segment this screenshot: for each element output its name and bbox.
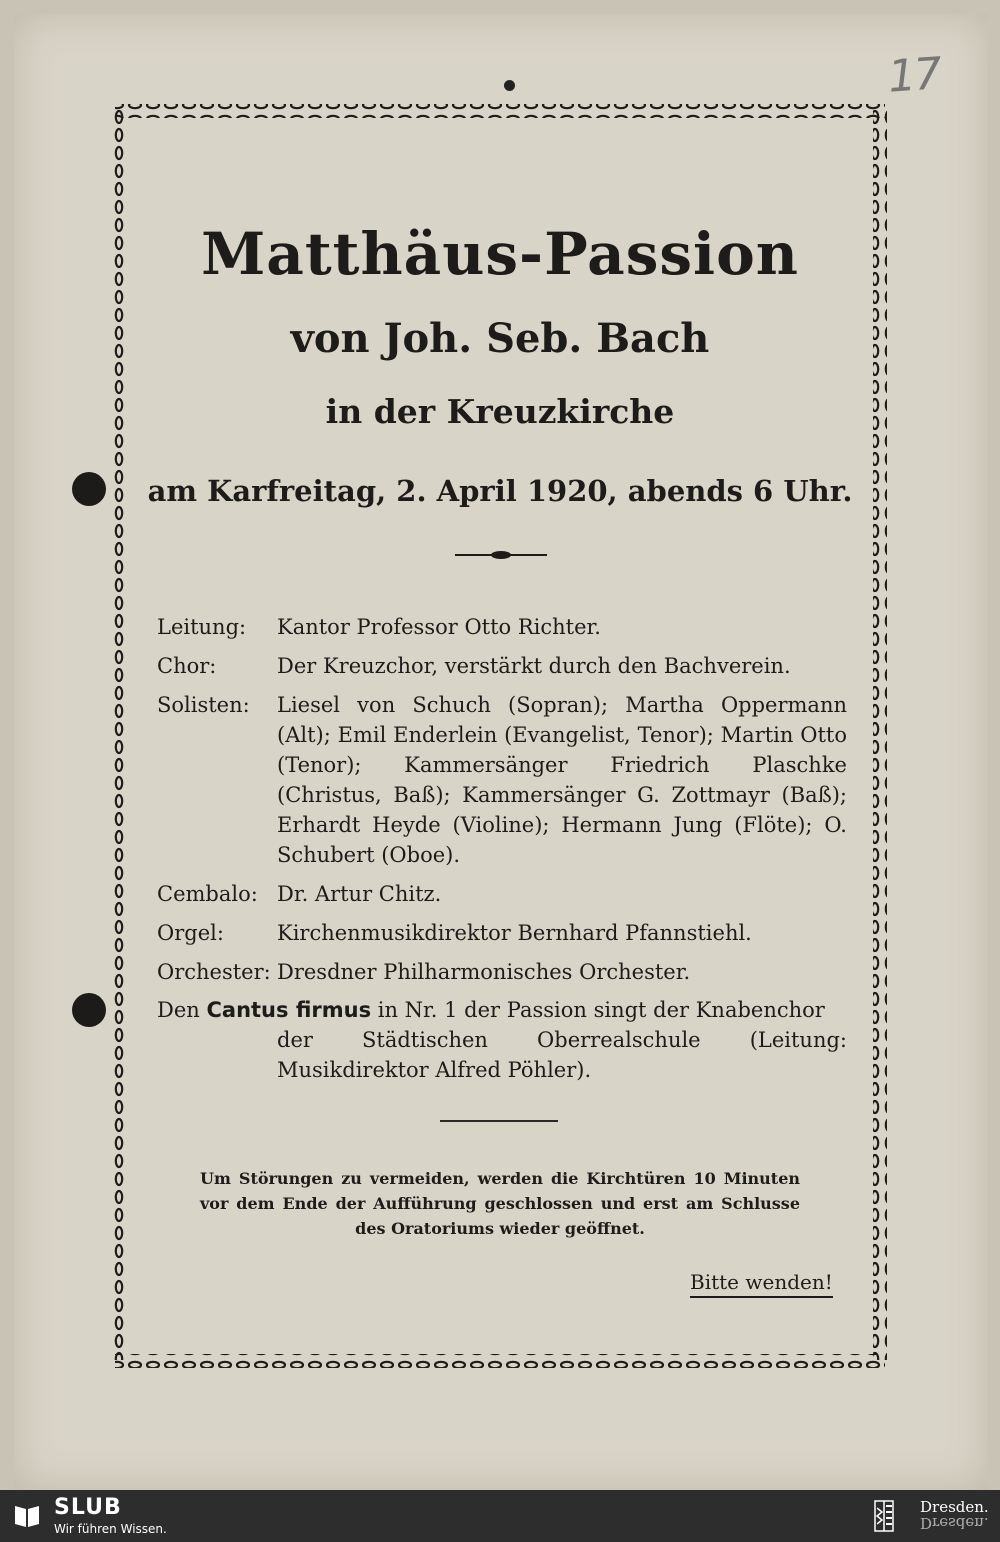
credit-row-orchester <box>157 957 847 987</box>
credit-row-orgel <box>157 918 847 948</box>
slub-book-icon <box>12 1500 42 1530</box>
cantus-line1: in Nr. 1 der Passion singt der Knabenchor <box>377 998 825 1022</box>
footer-bar <box>0 1490 1000 1542</box>
credit-row-chor <box>157 651 847 681</box>
program-date: am Karfreitag, 2. April 1920, abends 6 Uhr. <box>147 474 853 508</box>
credit-value: Dresdner Philharmonisches Orchester. <box>277 960 691 984</box>
credit-row-cembalo <box>157 879 847 909</box>
door-notice: Um Störungen zu vermeiden, werden die Kirchtüren 10 Minuten vor dem Ende der Aufführung geschlossen und erst am Schlusse des Oratoriums wieder geöffnet. <box>200 1169 800 1238</box>
credit-value: Kirchenmusikdirektor Bernhard Pfannstiehl. <box>277 921 752 945</box>
cantus-term: Cantus firmus <box>206 998 372 1022</box>
credit-value: Liesel von Schuch (Sopran); Martha Oppermann (Alt); Emil Enderlein (Evangelist, Tenor); Martin Otto (Tenor); Kammersänger Friedrich Plaschke (Christus, Baß); Kammersänger G. Zottmayr (Baß); Erhardt Heyde (Violine); Hermann Jung (Flöte); O. Schubert (Oboe). <box>277 693 847 867</box>
section-divider <box>440 1120 558 1122</box>
credit-value: Der Kreuzchor, verstärkt durch den Bachverein. <box>277 654 791 678</box>
program-venue: in der Kreuzkirche <box>325 392 675 431</box>
credit-value: Dr. Artur Chitz. <box>277 882 442 906</box>
credit-value: Kantor Professor Otto Richter. <box>277 615 601 639</box>
turn-page-note: Bitte wenden! <box>690 1270 833 1298</box>
credit-label: Orchester: <box>157 960 271 984</box>
border-top <box>115 104 885 118</box>
program-title: Matthäus-Passion <box>201 220 799 288</box>
credit-label: Orgel: <box>157 921 224 945</box>
credit-row-leitung <box>157 612 847 642</box>
border-left <box>113 110 127 1360</box>
dresden-text-reflection: Dresden. <box>920 1514 989 1532</box>
credit-label: Leitung: <box>157 615 247 639</box>
dresden-coat-icon <box>874 1500 894 1532</box>
credit-row-solisten <box>157 690 847 870</box>
dresden-text: Dresden. <box>920 1498 989 1516</box>
pencil-page-number: 17 <box>886 48 942 103</box>
credits-list <box>157 612 847 996</box>
border-right <box>873 110 887 1360</box>
cantus-firmus-note <box>157 995 847 1085</box>
program-composer: von Joh. Seb. Bach <box>290 315 710 362</box>
credit-label: Chor: <box>157 654 217 678</box>
border-bottom <box>115 1354 885 1368</box>
credit-label: Cembalo: <box>157 882 258 906</box>
slub-tagline: Wir führen Wissen. <box>54 1522 167 1536</box>
slub-logo-text: SLUB <box>54 1495 122 1520</box>
cantus-continuation: der Städtischen Oberrealschule (Leitung: Musikdirektor Alfred Pöhler). <box>277 1028 847 1082</box>
ornament-divider <box>455 548 547 562</box>
cantus-lead: Den <box>157 998 200 1022</box>
credit-label: Solisten: <box>157 693 250 717</box>
